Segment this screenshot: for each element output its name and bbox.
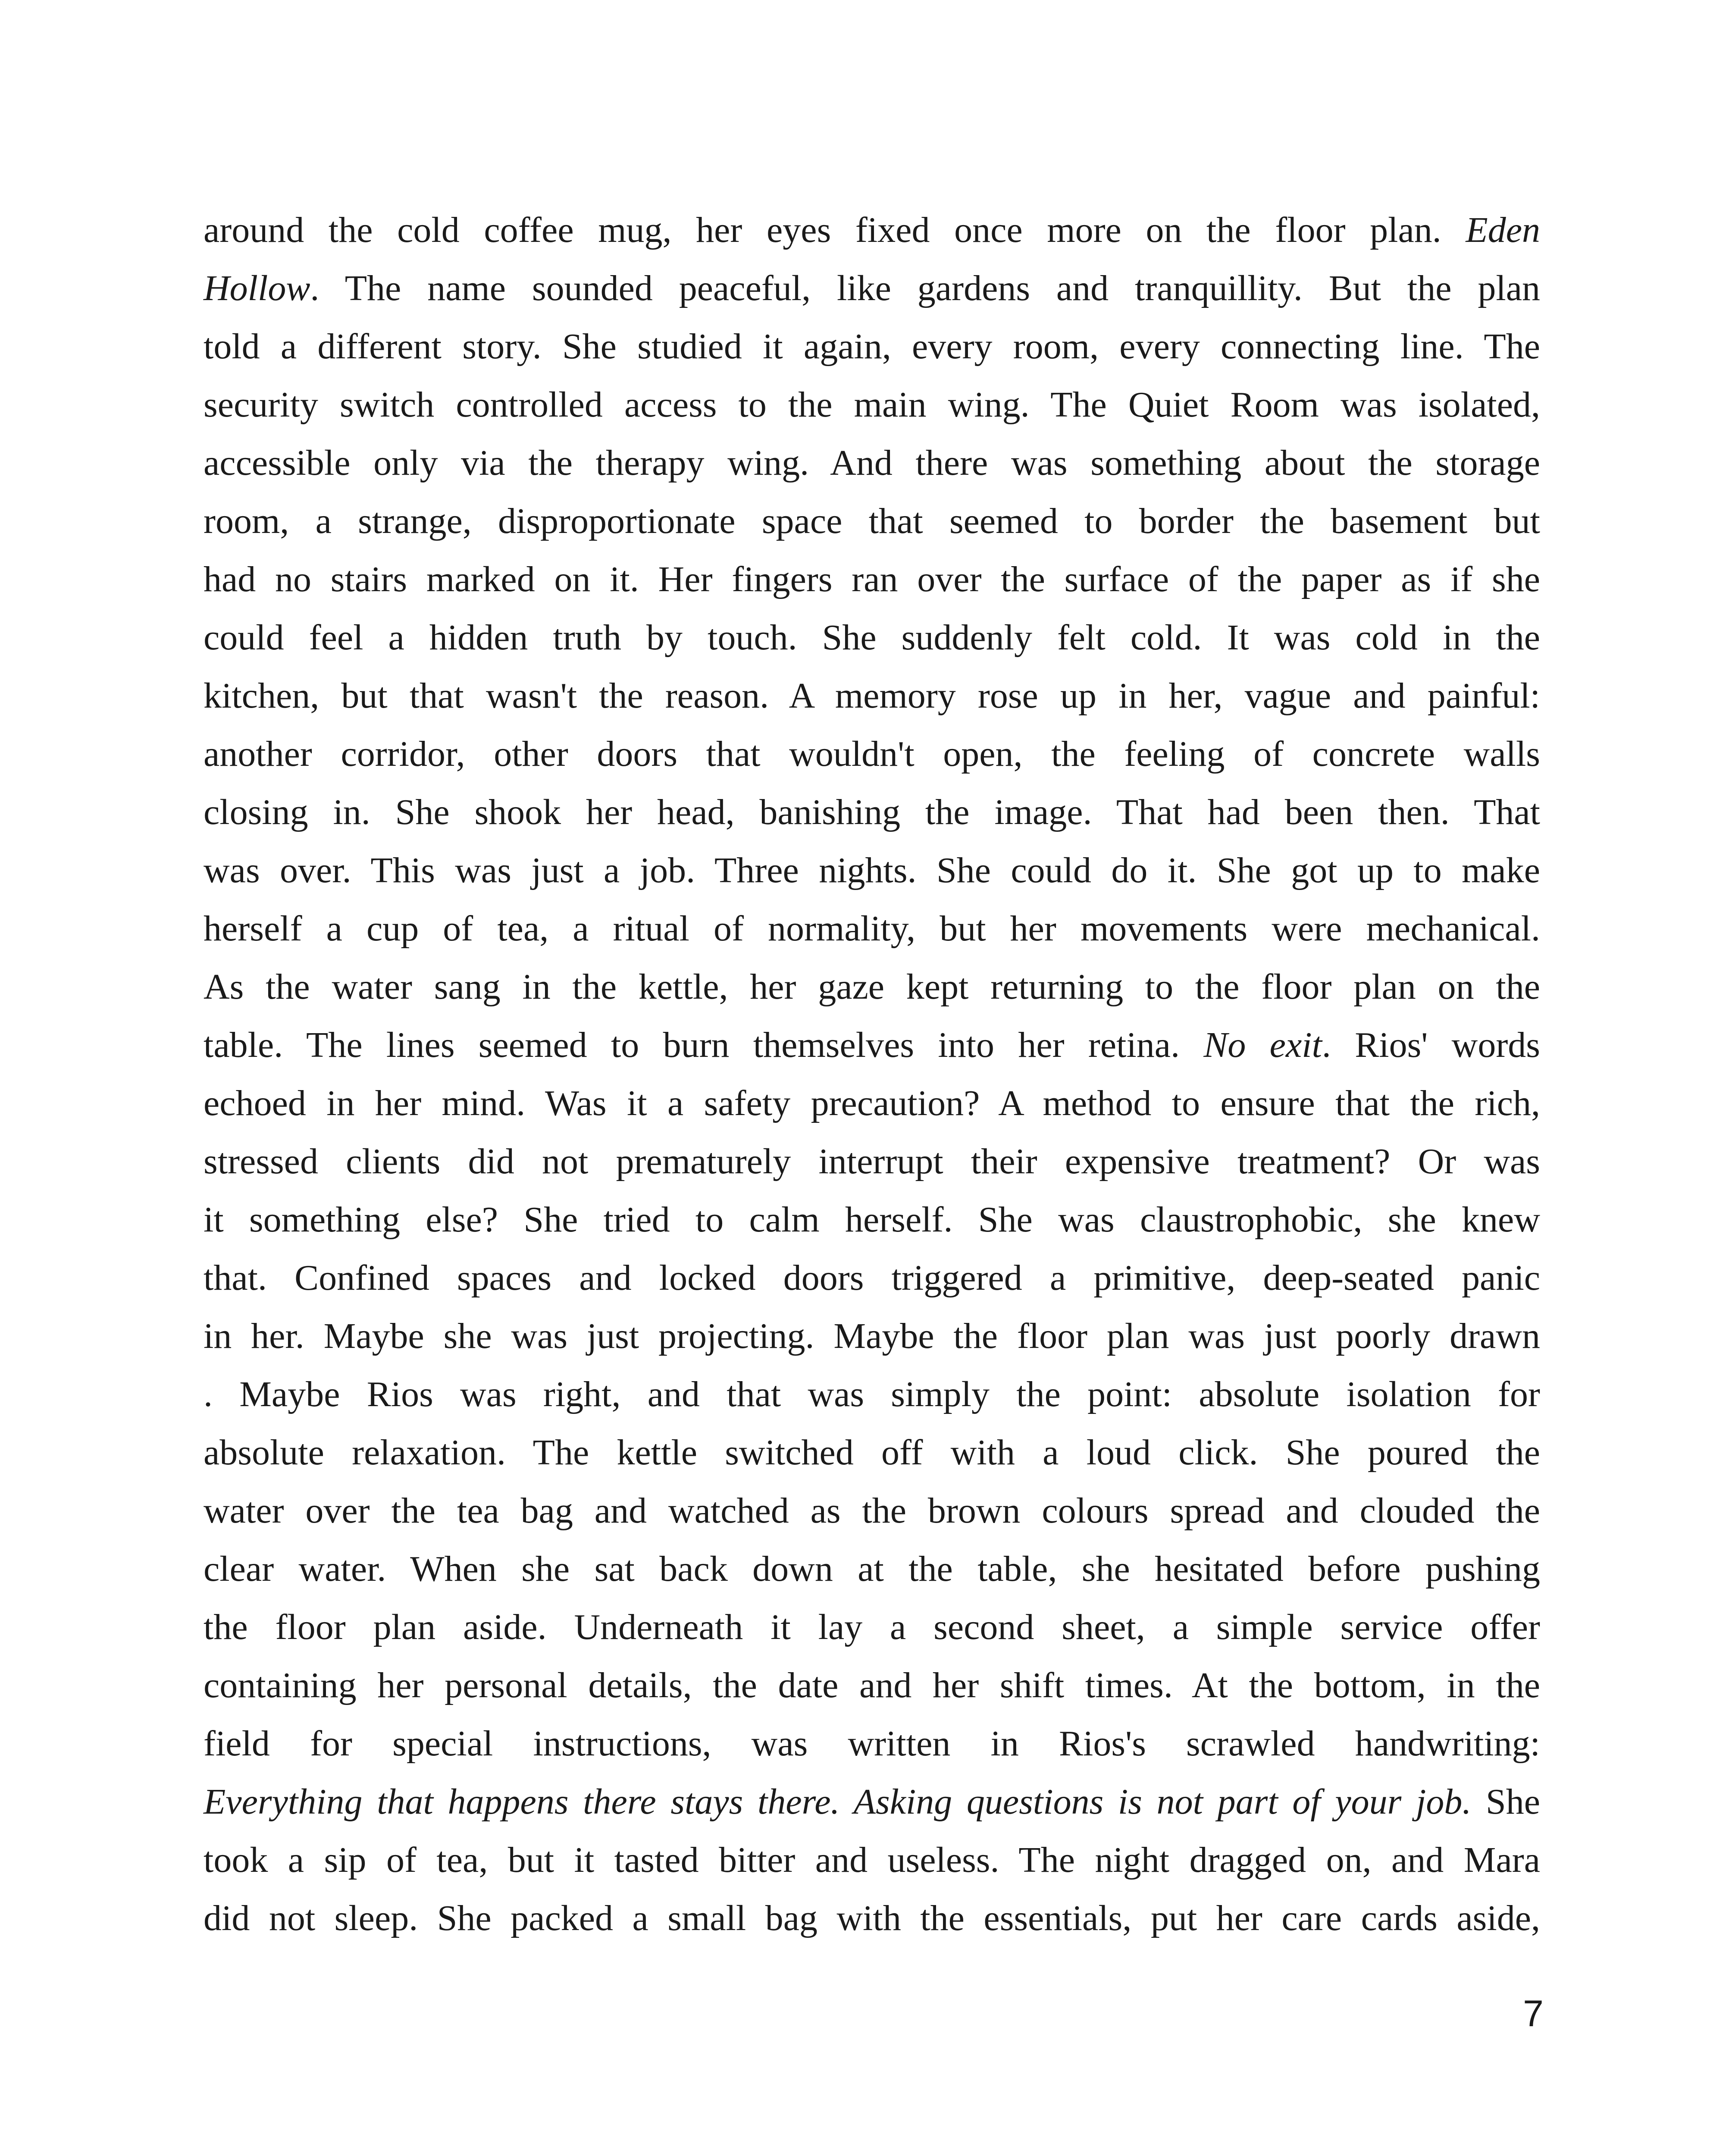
text-run: clear water. When she sat back down at the table, she hesitated before pushing <box>204 1549 1540 1589</box>
text-run: took a sip of tea, but it tasted bitter and useless. The night dragged on, and Mara <box>204 1840 1540 1880</box>
text-run: stressed clients did not prematurely interrupt their expensive treatment? Or was <box>204 1141 1540 1181</box>
text-run: table. The lines seemed to burn themselves into her retina. <box>204 1025 1204 1065</box>
text-run: echoed in her mind. Was it a safety precaution? A method to ensure that the rich, <box>204 1083 1540 1123</box>
text-line <box>204 1132 1540 1191</box>
text-run: . Rios' words <box>1322 1025 1540 1065</box>
text-run: security switch controlled access to the main wing. The Quiet Room was isolated, <box>204 385 1540 425</box>
text-line <box>204 1249 1540 1307</box>
text-line <box>204 1889 1540 1947</box>
text-run: told a different story. She studied it again, every room, every connecting line. The <box>204 326 1540 367</box>
text-run: As the water sang in the kettle, her gaze kept returning to the floor plan on the <box>204 967 1540 1007</box>
text-line <box>204 201 1540 259</box>
text-line <box>204 1074 1540 1132</box>
text-line <box>204 1540 1540 1598</box>
text-run: did not sleep. She packed a small bag with the essentials, put her care cards aside, <box>204 1898 1540 1938</box>
text-run: containing her personal details, the date and her shift times. At the bottom, in the <box>204 1665 1540 1705</box>
text-run: water over the tea bag and watched as the brown colours spread and clouded the <box>204 1491 1540 1531</box>
text-run: could feel a hidden truth by touch. She suddenly felt cold. It was cold in the <box>204 617 1540 658</box>
text-line <box>204 1191 1540 1249</box>
text-run: in her. Maybe she was just projecting. Maybe the floor plan was just poorly drawn <box>204 1316 1540 1356</box>
text-line <box>204 1482 1540 1540</box>
text-line <box>204 841 1540 899</box>
page-number: 7 <box>1523 1993 1544 2034</box>
text-line <box>204 958 1540 1016</box>
text-line <box>204 1016 1540 1074</box>
text-line <box>204 376 1540 434</box>
text-run: . The name sounded peaceful, like gardens and tranquillity. But the plan <box>310 268 1540 308</box>
text-run: absolute relaxation. The kettle switched off with a loud click. She poured the <box>204 1432 1540 1473</box>
text-line <box>204 608 1540 667</box>
text-line <box>204 1714 1540 1773</box>
text-run: was over. This was just a job. Three nights. She could do it. She got up to make <box>204 850 1540 890</box>
italic-text: Everything that happens there stays there. Asking questions is not part of your job. <box>204 1782 1472 1822</box>
text-line <box>204 1423 1540 1482</box>
text-run: . Maybe Rios was right, and that was simply the point: absolute isolation for <box>204 1374 1540 1414</box>
text-line <box>204 434 1540 492</box>
text-run: around the cold coffee mug, her eyes fixed once more on the floor plan. <box>204 210 1466 250</box>
text-run: field for special instructions, was written in Rios's scrawled handwriting: <box>204 1724 1540 1764</box>
text-run: closing in. She shook her head, banishing the image. That had been then. That <box>204 792 1540 832</box>
text-run: accessible only via the therapy wing. And there was something about the storage <box>204 443 1540 483</box>
text-run: the floor plan aside. Underneath it lay a second sheet, a simple service offer <box>204 1607 1540 1647</box>
text-line <box>204 1773 1540 1831</box>
text-run: it something else? She tried to calm herself. She was claustrophobic, she knew <box>204 1200 1540 1240</box>
text-line <box>204 317 1540 376</box>
text-run: another corridor, other doors that wouldn't open, the feeling of concrete walls <box>204 734 1540 774</box>
text-line <box>204 783 1540 841</box>
text-line <box>204 1598 1540 1656</box>
body-text <box>204 201 1540 1947</box>
text-run: She <box>1471 1782 1541 1822</box>
text-line <box>204 899 1540 958</box>
text-run: had no stairs marked on it. Her fingers ran over the surface of the paper as if she <box>204 559 1540 599</box>
text-run: room, a strange, disproportionate space that seemed to border the basement but <box>204 501 1540 541</box>
text-line <box>204 492 1540 550</box>
text-line <box>204 550 1540 608</box>
text-line <box>204 1656 1540 1714</box>
italic-text: Eden <box>1466 210 1540 250</box>
text-run: kitchen, but that wasn't the reason. A memory rose up in her, vague and painful: <box>204 676 1540 716</box>
text-line <box>204 1831 1540 1889</box>
text-line <box>204 667 1540 725</box>
italic-text: Hollow <box>204 268 310 308</box>
text-run: that. Confined spaces and locked doors triggered a primitive, deep-seated panic <box>204 1258 1540 1298</box>
text-run: herself a cup of tea, a ritual of normality, but her movements were mechanical. <box>204 909 1540 949</box>
text-line <box>204 259 1540 317</box>
italic-text: No exit <box>1203 1025 1322 1065</box>
text-line <box>204 1307 1540 1365</box>
text-line <box>204 725 1540 783</box>
text-line <box>204 1365 1540 1423</box>
